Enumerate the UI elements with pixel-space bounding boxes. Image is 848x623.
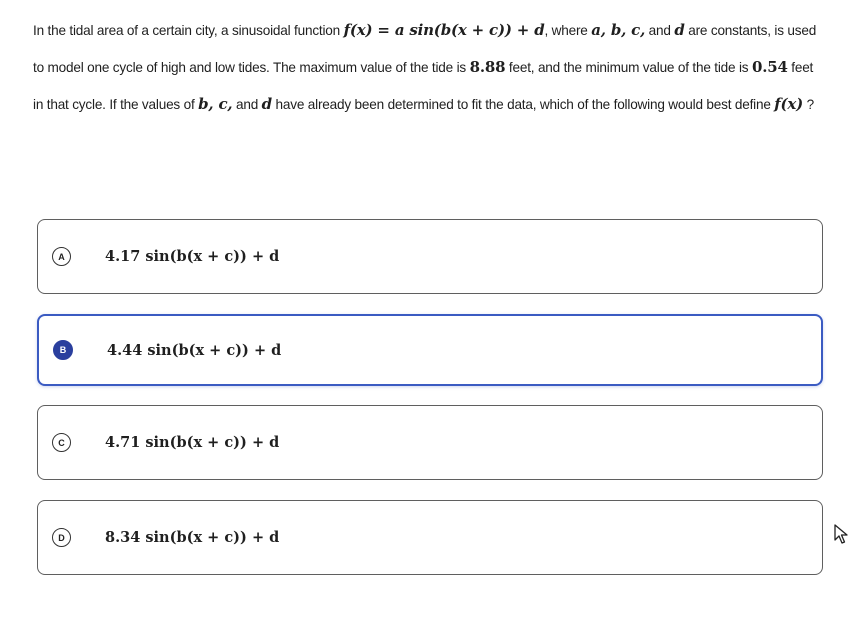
math-definition: = a sin(b(x + c)) + d bbox=[372, 21, 545, 39]
math-min: 0.54 bbox=[751, 58, 788, 76]
math-d: d bbox=[674, 21, 685, 39]
option-expression: 4.17 sin(b(x + c)) + d bbox=[105, 248, 280, 265]
question-text: In the tidal area of a certain city, a sinusoidal function f(x) = a sin(b(x + c)) + d, where a, b, c, and d are constants, is used to model one cycle of high and low tides. The maximum value of the tide is 8.88 feet, and the minimum value of the tide is 0.54 feet in that cycle. If the values of b, c, and d have already been determined to fit the data, which of the following would best define f(x) ? bbox=[33, 21, 817, 113]
answer-option-b[interactable] bbox=[37, 314, 823, 386]
option-expression: 4.71 sin(b(x + c)) + d bbox=[105, 434, 280, 451]
option-expression: 4.44 sin(b(x + c)) + d bbox=[107, 341, 282, 359]
math-max: 8.88 bbox=[469, 58, 506, 76]
option-letter-badge: A bbox=[52, 247, 71, 266]
answer-option-a[interactable] bbox=[37, 219, 823, 294]
option-expression: 8.34 sin(b(x + c)) + d bbox=[105, 529, 280, 546]
math-d-2: d bbox=[261, 95, 272, 113]
option-letter-badge: D bbox=[52, 528, 71, 547]
math-fx: f(x) bbox=[343, 21, 373, 39]
option-letter-badge: C bbox=[52, 433, 71, 452]
answer-option-d[interactable] bbox=[37, 500, 823, 575]
answer-options bbox=[37, 219, 823, 595]
math-fx-2: f(x) bbox=[774, 95, 804, 113]
option-letter-badge: B bbox=[53, 340, 73, 360]
answer-option-c[interactable] bbox=[37, 405, 823, 480]
math-abc: a, b, c, bbox=[591, 21, 646, 39]
math-bc: b, c, bbox=[198, 95, 233, 113]
mouse-pointer-icon bbox=[834, 524, 848, 544]
